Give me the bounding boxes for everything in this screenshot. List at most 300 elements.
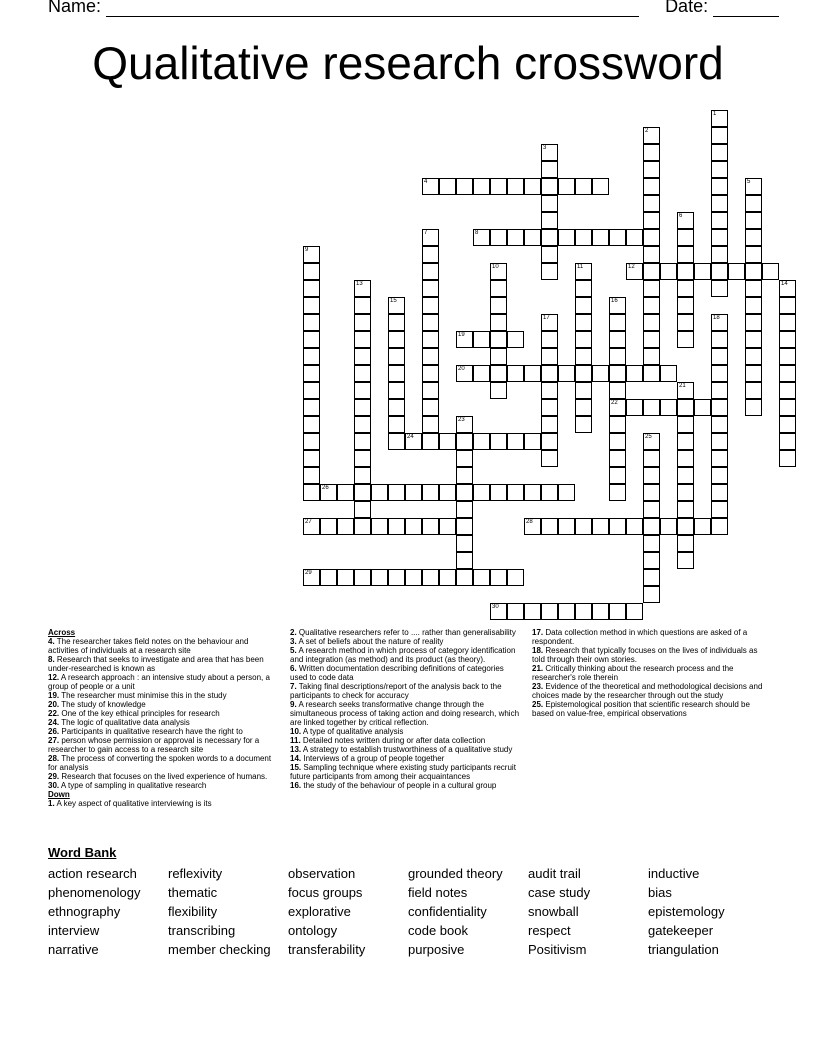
crossword-cell[interactable] xyxy=(745,297,762,314)
clue-text: person whose permission or approval is necessary for a researcher to gain access to a research site xyxy=(48,736,260,754)
crossword-cell[interactable] xyxy=(643,246,660,263)
crossword-cell[interactable] xyxy=(677,314,694,331)
crossword-cell[interactable] xyxy=(303,518,320,535)
crossword-cell[interactable] xyxy=(677,518,694,535)
crossword-cell[interactable] xyxy=(575,348,592,365)
crossword-cell[interactable] xyxy=(524,433,541,450)
crossword-cell[interactable] xyxy=(643,229,660,246)
crossword-cell[interactable] xyxy=(405,518,422,535)
crossword-cell[interactable] xyxy=(524,178,541,195)
crossword-cell[interactable] xyxy=(337,569,354,586)
crossword-cell[interactable] xyxy=(626,399,643,416)
crossword-cell[interactable] xyxy=(303,433,320,450)
crossword-cell[interactable] xyxy=(677,552,694,569)
crossword-cell[interactable] xyxy=(303,467,320,484)
crossword-cell[interactable] xyxy=(524,603,541,620)
crossword-cell[interactable] xyxy=(422,518,439,535)
crossword-cell[interactable] xyxy=(626,229,643,246)
crossword-cell[interactable] xyxy=(422,382,439,399)
crossword-cell[interactable] xyxy=(711,314,728,331)
crossword-cell[interactable] xyxy=(779,399,796,416)
crossword-cell[interactable] xyxy=(745,314,762,331)
crossword-cell[interactable] xyxy=(660,365,677,382)
crossword-cell[interactable] xyxy=(745,365,762,382)
crossword-cell[interactable] xyxy=(643,314,660,331)
crossword-cell[interactable] xyxy=(779,450,796,467)
crossword-cell[interactable] xyxy=(626,263,643,280)
crossword-cell[interactable] xyxy=(422,348,439,365)
crossword-cell[interactable] xyxy=(303,416,320,433)
crossword-cell[interactable] xyxy=(609,518,626,535)
crossword-cell[interactable] xyxy=(643,161,660,178)
crossword-cell[interactable] xyxy=(643,331,660,348)
crossword-cell[interactable] xyxy=(643,552,660,569)
crossword-cell[interactable] xyxy=(592,518,609,535)
crossword-cell[interactable] xyxy=(303,399,320,416)
crossword-cell[interactable] xyxy=(575,603,592,620)
crossword-cell[interactable] xyxy=(320,518,337,535)
crossword-cell[interactable] xyxy=(354,297,371,314)
crossword-cell[interactable] xyxy=(677,229,694,246)
crossword-cell[interactable] xyxy=(558,518,575,535)
crossword-cell[interactable] xyxy=(711,195,728,212)
crossword-cell[interactable] xyxy=(779,365,796,382)
crossword-cell[interactable] xyxy=(473,433,490,450)
crossword-cell[interactable] xyxy=(507,229,524,246)
crossword-cell[interactable] xyxy=(711,212,728,229)
crossword-cell[interactable] xyxy=(643,144,660,161)
crossword-cell[interactable] xyxy=(541,195,558,212)
crossword-cell[interactable] xyxy=(303,331,320,348)
crossword-cell[interactable] xyxy=(524,484,541,501)
crossword-cell[interactable] xyxy=(490,382,507,399)
crossword-cell[interactable] xyxy=(456,518,473,535)
crossword-cell[interactable] xyxy=(456,552,473,569)
crossword-cell[interactable] xyxy=(643,586,660,603)
crossword-cell[interactable] xyxy=(490,297,507,314)
crossword-cell[interactable] xyxy=(694,399,711,416)
crossword-cell[interactable] xyxy=(609,416,626,433)
crossword-cell[interactable] xyxy=(626,365,643,382)
crossword-cell[interactable] xyxy=(609,484,626,501)
crossword-cell[interactable] xyxy=(507,433,524,450)
crossword-cell[interactable] xyxy=(677,433,694,450)
crossword-cell[interactable] xyxy=(779,331,796,348)
crossword-cell[interactable] xyxy=(371,569,388,586)
crossword-cell[interactable] xyxy=(745,246,762,263)
crossword-cell[interactable] xyxy=(541,399,558,416)
crossword-cell[interactable] xyxy=(541,178,558,195)
crossword-cell[interactable] xyxy=(660,263,677,280)
crossword-cell[interactable] xyxy=(592,603,609,620)
crossword-cell[interactable] xyxy=(677,399,694,416)
crossword-cell[interactable] xyxy=(507,365,524,382)
crossword-cell[interactable] xyxy=(422,246,439,263)
crossword-cell[interactable] xyxy=(711,365,728,382)
crossword-cell[interactable] xyxy=(609,399,626,416)
crossword-cell[interactable] xyxy=(541,161,558,178)
crossword-cell[interactable] xyxy=(609,603,626,620)
crossword-cell[interactable] xyxy=(558,365,575,382)
crossword-cell[interactable] xyxy=(354,416,371,433)
crossword-cell[interactable] xyxy=(303,382,320,399)
crossword-cell[interactable] xyxy=(711,246,728,263)
crossword-cell[interactable] xyxy=(711,467,728,484)
crossword-cell[interactable] xyxy=(422,484,439,501)
crossword-cell[interactable] xyxy=(337,518,354,535)
crossword-cell[interactable] xyxy=(558,178,575,195)
crossword-cell[interactable] xyxy=(643,348,660,365)
crossword-cell[interactable] xyxy=(643,535,660,552)
crossword-cell[interactable] xyxy=(677,246,694,263)
crossword-cell[interactable] xyxy=(711,263,728,280)
crossword-cell[interactable] xyxy=(541,348,558,365)
crossword-cell[interactable] xyxy=(643,501,660,518)
crossword-cell[interactable] xyxy=(711,178,728,195)
crossword-cell[interactable] xyxy=(320,569,337,586)
crossword-cell[interactable] xyxy=(490,178,507,195)
crossword-cell[interactable] xyxy=(422,263,439,280)
crossword-cell[interactable] xyxy=(507,569,524,586)
crossword-cell[interactable] xyxy=(541,603,558,620)
crossword-cell[interactable] xyxy=(643,569,660,586)
crossword-cell[interactable] xyxy=(711,144,728,161)
crossword-cell[interactable] xyxy=(711,161,728,178)
crossword-cell[interactable] xyxy=(643,178,660,195)
crossword-cell[interactable] xyxy=(422,569,439,586)
crossword-cell[interactable] xyxy=(677,382,694,399)
crossword-cell[interactable] xyxy=(354,382,371,399)
crossword-cell[interactable] xyxy=(354,365,371,382)
crossword-cell[interactable] xyxy=(371,484,388,501)
crossword-cell[interactable] xyxy=(677,416,694,433)
crossword-cell[interactable] xyxy=(439,178,456,195)
crossword-cell[interactable] xyxy=(422,399,439,416)
crossword-cell[interactable] xyxy=(490,603,507,620)
crossword-cell[interactable] xyxy=(575,518,592,535)
crossword-cell[interactable] xyxy=(490,229,507,246)
crossword-cell[interactable] xyxy=(745,331,762,348)
crossword-cell[interactable] xyxy=(422,416,439,433)
crossword-cell[interactable] xyxy=(779,416,796,433)
crossword-cell[interactable] xyxy=(677,484,694,501)
crossword-cell[interactable] xyxy=(745,348,762,365)
crossword-cell[interactable] xyxy=(660,518,677,535)
crossword-cell[interactable] xyxy=(541,365,558,382)
crossword-cell[interactable] xyxy=(388,365,405,382)
crossword-cell[interactable] xyxy=(643,467,660,484)
crossword-cell[interactable] xyxy=(779,297,796,314)
crossword-cell[interactable] xyxy=(541,314,558,331)
crossword-cell[interactable] xyxy=(422,331,439,348)
crossword-cell[interactable] xyxy=(592,365,609,382)
crossword-cell[interactable] xyxy=(660,399,677,416)
crossword-cell[interactable] xyxy=(575,416,592,433)
crossword-cell[interactable] xyxy=(405,433,422,450)
crossword-cell[interactable] xyxy=(422,433,439,450)
crossword-cell[interactable] xyxy=(354,501,371,518)
crossword-cell[interactable] xyxy=(541,382,558,399)
crossword-cell[interactable] xyxy=(541,484,558,501)
crossword-cell[interactable] xyxy=(745,229,762,246)
crossword-cell[interactable] xyxy=(575,263,592,280)
crossword-cell[interactable] xyxy=(643,399,660,416)
crossword-cell[interactable] xyxy=(711,501,728,518)
crossword-cell[interactable] xyxy=(354,467,371,484)
crossword-cell[interactable] xyxy=(422,280,439,297)
crossword-cell[interactable] xyxy=(541,450,558,467)
crossword-cell[interactable] xyxy=(422,178,439,195)
crossword-cell[interactable] xyxy=(473,229,490,246)
crossword-cell[interactable] xyxy=(303,280,320,297)
crossword-cell[interactable] xyxy=(490,433,507,450)
crossword-cell[interactable] xyxy=(541,518,558,535)
crossword-cell[interactable] xyxy=(592,178,609,195)
crossword-cell[interactable] xyxy=(626,518,643,535)
crossword-cell[interactable] xyxy=(677,467,694,484)
crossword-cell[interactable] xyxy=(388,314,405,331)
crossword-cell[interactable] xyxy=(745,263,762,280)
crossword-cell[interactable] xyxy=(711,331,728,348)
crossword-cell[interactable] xyxy=(490,569,507,586)
crossword-cell[interactable] xyxy=(524,229,541,246)
crossword-cell[interactable] xyxy=(575,331,592,348)
crossword-cell[interactable] xyxy=(388,331,405,348)
crossword-cell[interactable] xyxy=(677,450,694,467)
word-bank-item: triangulation xyxy=(648,942,719,957)
crossword-cell[interactable] xyxy=(643,450,660,467)
crossword-cell[interactable] xyxy=(779,348,796,365)
crossword-cell[interactable] xyxy=(490,365,507,382)
crossword-cell[interactable] xyxy=(456,433,473,450)
crossword-cell[interactable] xyxy=(456,501,473,518)
crossword-cell[interactable] xyxy=(456,416,473,433)
crossword-cell[interactable] xyxy=(711,110,728,127)
crossword-cell[interactable] xyxy=(439,569,456,586)
crossword-cell[interactable] xyxy=(677,280,694,297)
crossword-cell[interactable] xyxy=(388,484,405,501)
crossword-cell[interactable] xyxy=(456,365,473,382)
crossword-cell[interactable] xyxy=(745,212,762,229)
crossword-cell[interactable] xyxy=(337,484,354,501)
crossword-cell[interactable] xyxy=(541,229,558,246)
crossword-cell[interactable] xyxy=(745,178,762,195)
crossword-cell[interactable] xyxy=(490,263,507,280)
crossword-cell[interactable] xyxy=(643,127,660,144)
crossword-cell[interactable] xyxy=(354,280,371,297)
crossword-cell[interactable] xyxy=(609,365,626,382)
crossword-cell[interactable] xyxy=(779,280,796,297)
crossword-cell[interactable] xyxy=(422,365,439,382)
crossword-cell[interactable] xyxy=(779,382,796,399)
crossword-cell[interactable] xyxy=(303,365,320,382)
crossword-cell[interactable] xyxy=(456,331,473,348)
crossword-cell[interactable] xyxy=(303,569,320,586)
crossword-cell[interactable] xyxy=(643,365,660,382)
crossword-cell[interactable] xyxy=(575,297,592,314)
crossword-cell[interactable] xyxy=(677,212,694,229)
crossword-cell[interactable] xyxy=(524,518,541,535)
crossword-cell[interactable] xyxy=(643,195,660,212)
crossword-cell[interactable] xyxy=(694,518,711,535)
crossword-cell[interactable] xyxy=(711,229,728,246)
crossword-cell[interactable] xyxy=(490,314,507,331)
crossword-cell[interactable] xyxy=(711,382,728,399)
crossword-cell[interactable] xyxy=(643,518,660,535)
crossword-cell[interactable] xyxy=(507,178,524,195)
crossword-cell[interactable] xyxy=(405,484,422,501)
crossword-cell[interactable] xyxy=(575,280,592,297)
crossword-cell[interactable] xyxy=(524,365,541,382)
crossword-cell[interactable] xyxy=(388,433,405,450)
crossword-cell[interactable] xyxy=(711,518,728,535)
crossword-cell[interactable] xyxy=(507,603,524,620)
crossword-cell[interactable] xyxy=(354,569,371,586)
crossword-cell[interactable] xyxy=(711,416,728,433)
crossword-cell[interactable] xyxy=(558,229,575,246)
crossword-cell[interactable] xyxy=(609,348,626,365)
crossword-cell[interactable] xyxy=(388,416,405,433)
crossword-cell[interactable] xyxy=(745,399,762,416)
crossword-cell[interactable] xyxy=(541,212,558,229)
crossword-cell[interactable] xyxy=(456,484,473,501)
crossword-cell[interactable] xyxy=(745,382,762,399)
crossword-cell[interactable] xyxy=(422,229,439,246)
crossword-cell[interactable] xyxy=(575,229,592,246)
crossword-cell[interactable] xyxy=(711,399,728,416)
crossword-cell[interactable] xyxy=(388,399,405,416)
crossword-cell[interactable] xyxy=(371,518,388,535)
crossword-cell[interactable] xyxy=(303,314,320,331)
crossword-cell[interactable] xyxy=(473,569,490,586)
crossword-cell[interactable] xyxy=(354,314,371,331)
crossword-cell[interactable] xyxy=(558,484,575,501)
crossword-cell[interactable] xyxy=(303,263,320,280)
crossword-cell[interactable] xyxy=(711,484,728,501)
crossword-cell[interactable] xyxy=(728,263,745,280)
crossword-cell[interactable] xyxy=(677,501,694,518)
crossword-cell[interactable] xyxy=(354,399,371,416)
crossword-cell[interactable] xyxy=(677,535,694,552)
crossword-cell[interactable] xyxy=(473,365,490,382)
crossword-cell[interactable] xyxy=(541,263,558,280)
crossword-cell[interactable] xyxy=(303,484,320,501)
crossword-cell[interactable] xyxy=(303,348,320,365)
crossword-cell[interactable] xyxy=(439,484,456,501)
crossword-cell[interactable] xyxy=(609,297,626,314)
crossword-cell[interactable] xyxy=(779,433,796,450)
crossword-cell[interactable] xyxy=(473,484,490,501)
crossword-cell[interactable] xyxy=(303,450,320,467)
crossword-cell[interactable] xyxy=(507,331,524,348)
crossword-cell[interactable] xyxy=(609,229,626,246)
crossword-cell[interactable] xyxy=(643,212,660,229)
crossword-cell[interactable] xyxy=(643,280,660,297)
crossword-cell[interactable] xyxy=(575,399,592,416)
crossword-cell[interactable] xyxy=(711,433,728,450)
crossword-cell[interactable] xyxy=(439,433,456,450)
crossword-cell[interactable] xyxy=(711,450,728,467)
crossword-cell[interactable] xyxy=(388,382,405,399)
crossword-cell[interactable] xyxy=(303,297,320,314)
crossword-cell[interactable] xyxy=(745,280,762,297)
crossword-cell[interactable] xyxy=(626,603,643,620)
crossword-cell[interactable] xyxy=(456,178,473,195)
crossword-cell[interactable] xyxy=(541,433,558,450)
crossword-cell[interactable] xyxy=(541,144,558,161)
crossword-cell[interactable] xyxy=(745,195,762,212)
crossword-cell[interactable] xyxy=(473,331,490,348)
crossword-cell[interactable] xyxy=(643,433,660,450)
crossword-cell[interactable] xyxy=(473,178,490,195)
crossword-cell[interactable] xyxy=(422,314,439,331)
crossword-cell[interactable] xyxy=(609,433,626,450)
crossword-cell[interactable] xyxy=(592,229,609,246)
crossword-cell[interactable] xyxy=(541,246,558,263)
crossword-cell[interactable] xyxy=(609,467,626,484)
crossword-cell[interactable] xyxy=(422,297,439,314)
crossword-cell[interactable] xyxy=(694,263,711,280)
crossword-cell[interactable] xyxy=(643,263,660,280)
crossword-cell[interactable] xyxy=(779,314,796,331)
crossword-cell[interactable] xyxy=(456,450,473,467)
crossword-cell[interactable] xyxy=(354,518,371,535)
crossword-cell[interactable] xyxy=(354,348,371,365)
crossword-cell[interactable] xyxy=(711,280,728,297)
crossword-cell[interactable] xyxy=(711,127,728,144)
crossword-cell[interactable] xyxy=(388,348,405,365)
crossword-cell[interactable] xyxy=(388,297,405,314)
crossword-cell[interactable] xyxy=(609,314,626,331)
crossword-cell[interactable] xyxy=(609,331,626,348)
crossword-cell[interactable] xyxy=(677,297,694,314)
crossword-cell[interactable] xyxy=(354,484,371,501)
crossword-cell[interactable] xyxy=(609,450,626,467)
crossword-cell[interactable] xyxy=(643,484,660,501)
crossword-cell[interactable] xyxy=(677,331,694,348)
crossword-cell[interactable] xyxy=(439,518,456,535)
crossword-cell[interactable] xyxy=(303,246,320,263)
crossword-cell[interactable] xyxy=(541,416,558,433)
crossword-cell[interactable] xyxy=(456,535,473,552)
crossword-cell[interactable] xyxy=(575,178,592,195)
crossword-cell[interactable] xyxy=(490,484,507,501)
crossword-cell[interactable] xyxy=(490,280,507,297)
crossword-cell[interactable] xyxy=(405,569,422,586)
crossword-cell[interactable] xyxy=(354,331,371,348)
crossword-cell[interactable] xyxy=(388,518,405,535)
crossword-cell[interactable] xyxy=(490,331,507,348)
crossword-cell[interactable] xyxy=(456,569,473,586)
crossword-cell[interactable] xyxy=(711,348,728,365)
crossword-cell[interactable] xyxy=(575,382,592,399)
crossword-cell[interactable] xyxy=(456,467,473,484)
crossword-cell[interactable] xyxy=(558,603,575,620)
crossword-cell[interactable] xyxy=(762,263,779,280)
crossword-cell[interactable] xyxy=(643,297,660,314)
crossword-cell[interactable] xyxy=(490,348,507,365)
crossword-cell[interactable] xyxy=(320,484,337,501)
crossword-cell[interactable] xyxy=(575,365,592,382)
crossword-cell[interactable] xyxy=(354,450,371,467)
crossword-cell[interactable] xyxy=(388,569,405,586)
crossword-cell[interactable] xyxy=(507,484,524,501)
crossword-cell[interactable] xyxy=(609,382,626,399)
crossword-cell[interactable] xyxy=(677,263,694,280)
crossword-cell[interactable] xyxy=(575,314,592,331)
crossword-cell[interactable] xyxy=(354,433,371,450)
crossword-cell[interactable] xyxy=(541,331,558,348)
